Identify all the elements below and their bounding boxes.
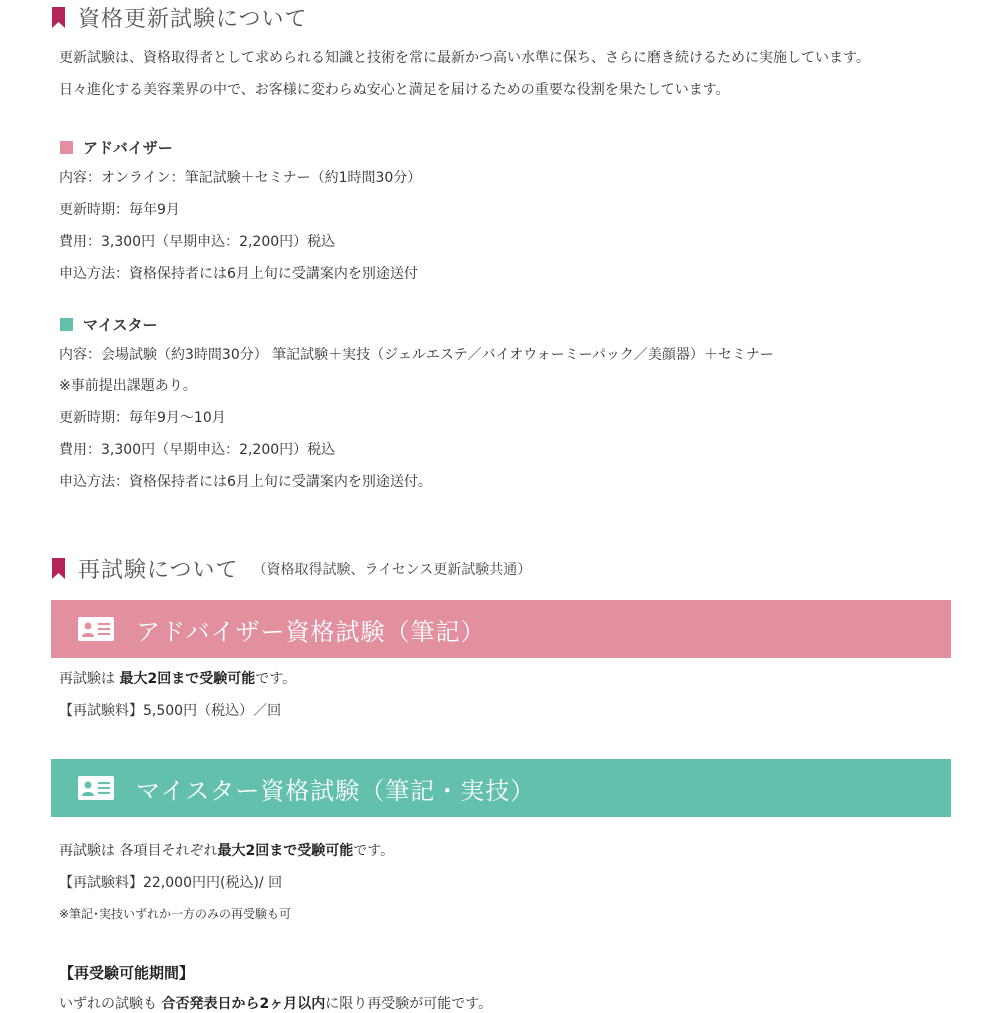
square-icon <box>60 141 73 154</box>
advisor-retest-bold: 最大2回まで受験可能 <box>119 671 256 687</box>
id-card-icon <box>78 617 114 641</box>
retest-period-prefix: いずれの試験も <box>59 996 162 1012</box>
bookmark-icon <box>52 7 65 28</box>
advisor-exam-banner-title: アドバイザー資格試験（筆記） <box>136 617 486 646</box>
meister-renewal-line: 内容：会場試験（約3時間30分） 筆記試験＋実技（ジェルエステ／バイオウォーミーパック／美顔器）＋セミナー <box>59 347 774 363</box>
meister-renewal-line: ※事前提出課題あり。 <box>59 378 197 394</box>
meister-retest-prefix: 再試験は 各項目それぞれ <box>59 843 218 859</box>
advisor-retest-fee: 【再試験料】5,500円（税込）／回 <box>59 703 282 719</box>
retest-period-line <box>59 995 492 1013</box>
meister-renewal-line: 更新時期：毎年9月〜10月 <box>59 410 226 426</box>
meister-renewal-heading-label: マイスター <box>83 316 158 334</box>
advisor-renewal-heading-label: アドバイザー <box>83 139 173 157</box>
bookmark-icon <box>52 558 65 579</box>
retest-period-bold: 合否発表日から2ヶ月以内 <box>161 996 326 1012</box>
id-card-icon <box>78 776 114 800</box>
square-icon <box>60 318 73 331</box>
retest-period-heading: 【再受験可能期間】 <box>59 964 195 982</box>
retest-period-suffix: に限り再受験が可能です。 <box>325 996 493 1012</box>
renewal-intro-line: 更新試験は、資格取得者として求められる知識と技術を常に最新かつ高い水準に保ち、さらに磨き続けるために実施しています。 <box>59 50 870 66</box>
retest-section-note: （資格取得試験、ライセンス更新試験共通） <box>252 561 532 578</box>
advisor-retest-line <box>59 670 296 688</box>
retest-section-heading <box>52 553 531 584</box>
advisor-renewal-line: 更新時期：毎年9月 <box>59 202 180 218</box>
advisor-renewal-line: 内容：オンライン：筆記試験＋セミナー（約1時間30分） <box>59 170 422 186</box>
meister-retest-note: ※筆記･実技いずれか一方のみの再受験も可 <box>59 907 292 921</box>
meister-retest-fee: 【再試験料】22,000円円(税込)/ 回 <box>59 875 283 891</box>
meister-retest-suffix: です。 <box>353 843 395 859</box>
advisor-renewal-line: 費用：3,300円（早期申込：2,200円）税込 <box>59 234 336 250</box>
renewal-intro-line: 日々進化する美容業界の中で、お客様に変わらぬ安心と満足を届けるための重要な役割を果たしています。 <box>59 82 730 98</box>
advisor-exam-banner <box>51 600 951 658</box>
meister-exam-banner-title: マイスター資格試験（筆記・実技） <box>136 776 536 805</box>
renewal-section-title: 資格更新試験について <box>78 7 308 32</box>
meister-renewal-line: 申込方法：資格保持者には6月上旬に受講案内を別途送付。 <box>59 474 432 490</box>
retest-section-title: 再試験について <box>78 558 239 583</box>
meister-renewal-heading <box>60 314 158 335</box>
advisor-retest-suffix: です。 <box>255 671 297 687</box>
advisor-renewal-heading <box>60 137 173 158</box>
meister-renewal-line: 費用：3,300円（早期申込：2,200円）税込 <box>59 442 336 458</box>
meister-exam-banner <box>51 759 951 817</box>
renewal-section-heading <box>52 2 308 33</box>
meister-retest-line <box>59 842 394 860</box>
advisor-retest-prefix: 再試験は <box>59 671 120 687</box>
advisor-renewal-line: 申込方法：資格保持者には6月上旬に受講案内を別途送付 <box>59 266 418 282</box>
meister-retest-bold: 最大2回まで受験可能 <box>217 843 354 859</box>
